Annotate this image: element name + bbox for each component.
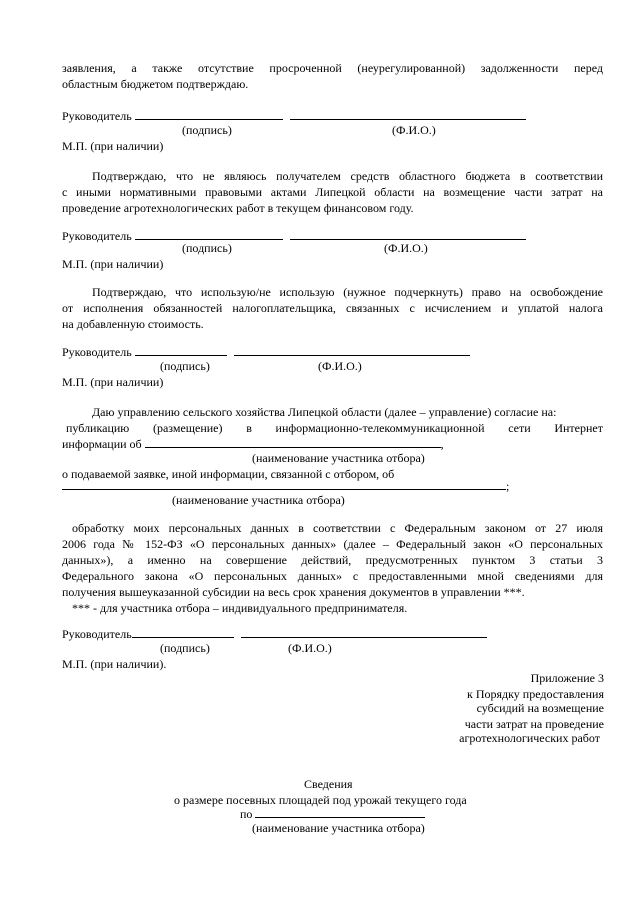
signature-line [135,344,227,356]
signature-caption: (подпись) [182,241,232,255]
paragraph-line: 2006 года № 152-ФЗ «О персональных данных» (далее – Федеральный закон «О персональных [62,537,603,551]
signature-head-label: Руководитель [62,627,132,641]
participant-name-caption: (наименование участника отбора) [252,451,425,465]
paragraph-line: о подаваемой заявке, иной информации, связанной с отбором, об [62,467,395,481]
paragraph-line: заявления, а также отсутствие просроченной (неурегулированной) задолженности перед [62,61,603,75]
paragraph-line: Федерального закона «О персональных данных» с предоставленными мной сведениями для [62,569,603,583]
fio-caption: (Ф.И.О.) [288,641,332,655]
signature-caption: (подпись) [160,359,210,373]
signature-head [62,108,526,124]
signature-head [62,626,487,642]
appendix-line: субсидий на возмещение [476,701,604,715]
signature-head-label: Руководитель [62,229,132,243]
participant-name-line [62,478,506,490]
paragraph-line: публикацию (размещение) в информационно-телекоммуникационной сети Интернет [66,421,603,435]
po-label: по [240,807,253,821]
comma: , [440,437,444,451]
appendix-line: агротехнологических работ [459,731,600,745]
paragraph-line: данных»), а именно на совершение действий, предусмотренных пунктом 3 статьи 3 [62,553,603,567]
info-subtitle: о размере посевных площадей под урожай текущего года [174,793,467,807]
participant-name-line [255,806,425,818]
stamp-note: М.П. (при наличии). [62,657,167,671]
signature-head [62,344,470,360]
paragraph-line: обработку моих персональных данных в соответствии с Федеральным законом от 27 июля [72,521,603,535]
paragraph-line: с иными нормативными правовыми актами Липецкой области на возмещение части затрат на [62,185,603,199]
signature-line [135,108,283,120]
fio-line [234,344,470,356]
paragraph-line: проведение агротехнологических работ в текущем финансовом году. [62,201,414,215]
signature-head [62,228,526,244]
signature-line [132,626,234,638]
participant-name-caption: (наименование участника отбора) [172,493,345,507]
paragraph-line: получения вышеуказанной субсидии на весь срок хранения документов в управлении ***. [62,585,525,599]
signature-line [135,228,283,240]
appendix-title: Приложение 3 [530,671,604,685]
semicolon: ; [506,479,510,493]
paragraph-line: на добавленную стоимость. [62,317,204,331]
fio-caption: (Ф.И.О.) [392,123,436,137]
appendix-line: к Порядку предоставления [466,687,604,701]
info-label: информации об [62,437,142,451]
fio-caption: (Ф.И.О.) [318,359,362,373]
stamp-note: М.П. (при наличии) [62,375,164,389]
fio-line [290,108,526,120]
stamp-note: М.П. (при наличии) [62,257,164,271]
signature-head-label: Руководитель [62,109,132,123]
paragraph-line: Подтверждаю, что не являюсь получателем средств областного бюджета в соответствии [92,169,603,183]
paragraph-line: от исполнения обязанностей налогоплательщика, связанных с исчислением и уплатой налога [62,301,603,315]
footnote: *** - для участника отбора – индивидуального предпринимателя. [72,601,408,615]
appendix-line: части затрат на проведение [464,717,604,731]
participant-name-line [145,436,441,448]
fio-line [259,626,487,638]
short-line [241,626,259,638]
info-title: Сведения [304,777,353,791]
signature-caption: (подпись) [182,123,232,137]
fio-caption: (Ф.И.О.) [384,241,428,255]
participant-name-caption: (наименование участника отбора) [252,821,425,835]
stamp-note: М.П. (при наличии) [62,139,164,153]
signature-head-label: Руководитель [62,345,132,359]
signature-caption: (подпись) [160,641,210,655]
paragraph-line: областным бюджетом подтверждаю. [62,77,249,91]
paragraph-line: Подтверждаю, что использую/не использую (нужное подчеркнуть) право на освобождение [92,285,603,299]
paragraph-line: Даю управлению сельского хозяйства Липецкой области (далее – управление) согласие на: [92,405,557,419]
fio-line [290,228,526,240]
